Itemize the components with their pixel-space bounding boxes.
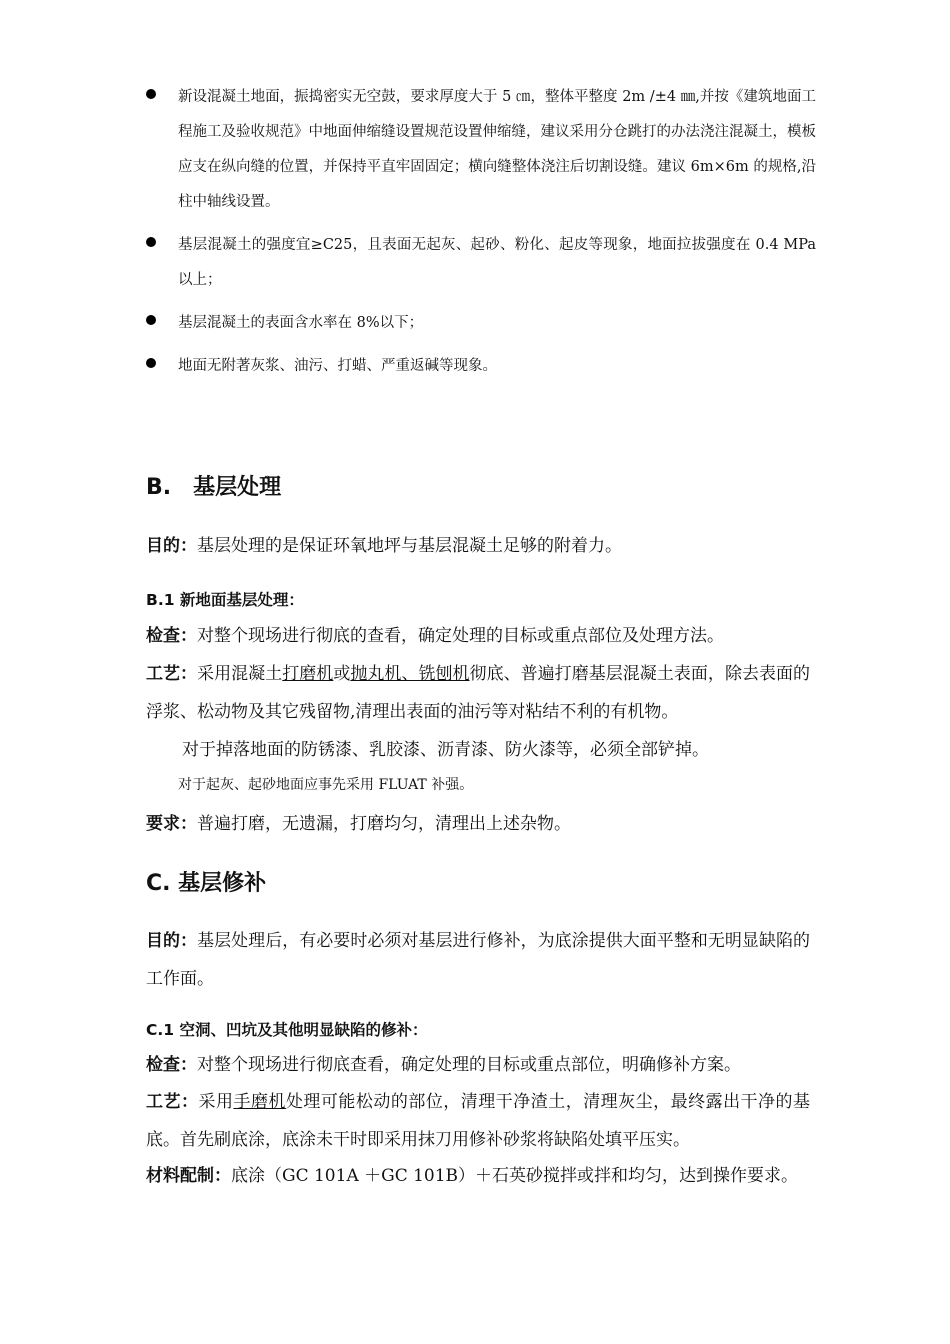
check-text: 对整个现场进行彻底查看，确定处理的目标或重点部位，明确修补方案。 <box>197 1055 741 1075</box>
section-b-note-fluat: 对于起灰、起砂地面应事先采用 FLUAT 补强。 <box>178 777 474 793</box>
craft-text: 彻底、普遍打磨基层混凝土表面，除去表面的浮浆、松动物及其它残留物,清理出表面的油污等对粘结不利的有机物。 <box>146 664 811 722</box>
tool-hand-grinder: 手磨机 <box>233 1092 286 1112</box>
section-b-purpose <box>146 527 810 565</box>
list-item <box>146 228 816 298</box>
craft-text: 或 <box>333 664 351 684</box>
list-item <box>146 349 816 384</box>
section-c-materials <box>146 1157 810 1195</box>
craft-label: 工艺： <box>146 1092 199 1112</box>
purpose-text: 基层处理的是保证环氧地坪与基层混凝土足够的附着力。 <box>197 536 622 556</box>
purpose-label: 目的： <box>146 931 198 951</box>
list-item <box>146 80 816 220</box>
section-b-craft <box>146 655 810 731</box>
section-c1-subheading: C.1 空洞、凹坑及其他明显缺陷的修补： <box>146 1021 428 1039</box>
requirements-list <box>146 80 816 392</box>
tool-shotblaster-milling: 抛丸机、铣刨机 <box>350 664 470 684</box>
materials-label: 材料配制： <box>146 1166 231 1186</box>
section-b-requirement <box>146 805 810 843</box>
section-c-craft <box>146 1083 810 1159</box>
purpose-label: 目的： <box>146 536 197 556</box>
list-item-text: 新设混凝土地面，振捣密实无空鼓，要求厚度大于 5 ㎝，整体平整度 2m /±4 ㎜,并按《建筑地面工程施工及验收规范》中地面伸缩缝设置规范设置伸缩缝，建议采用分仓跳打的办法浇注混凝土，模板应支在纵向缝的位置，并保持平直牢固固定；横向缝整体浇注后切割设缝。建议 6m×6m 的规格,沿柱中轴线设置。 <box>178 89 816 210</box>
section-b1-subheading: B.1 新地面基层处理： <box>146 591 304 609</box>
check-text: 对整个现场进行彻底的查看，确定处理的目标或重点部位及处理方法。 <box>197 626 724 646</box>
section-b-check <box>146 617 810 655</box>
requirement-label: 要求： <box>146 814 197 834</box>
section-c-purpose <box>146 922 810 998</box>
check-label: 检查： <box>146 626 197 646</box>
list-item-text: 地面无附著灰浆、油污、打蜡、严重返碱等现象。 <box>178 358 497 374</box>
bullet-dot-icon <box>146 237 156 247</box>
list-item-text: 基层混凝土的强度宜≥C25，且表面无起灰、起砂、粉化、起皮等现象，地面拉拔强度在 0.4 MPa 以上； <box>178 237 816 288</box>
section-c-check <box>146 1046 810 1084</box>
craft-label: 工艺： <box>146 664 198 684</box>
section-b-heading: B. 基层处理 <box>146 475 282 500</box>
purpose-text: 基层处理后，有必要时必须对基层进行修补，为底涂提供大面平整和无明显缺陷的工作面。 <box>146 931 811 989</box>
bullet-dot-icon <box>146 358 156 368</box>
section-b-note-paint: 对于掉落地面的防锈漆、乳胶漆、沥青漆、防火漆等，必须全部铲掉。 <box>182 740 709 760</box>
bullet-dot-icon <box>146 315 156 325</box>
section-c-heading: C. 基层修补 <box>146 871 267 896</box>
bullet-dot-icon <box>146 89 156 99</box>
requirement-text: 普遍打磨，无遗漏，打磨均匀，清理出上述杂物。 <box>197 814 571 834</box>
craft-text: 采用 <box>198 1092 234 1112</box>
list-item <box>146 306 816 341</box>
craft-text: 采用混凝土 <box>197 664 283 684</box>
tool-grinder: 打磨机 <box>282 664 334 684</box>
list-item-text: 基层混凝土的表面含水率在 8%以下； <box>178 315 424 331</box>
materials-text: 底涂（GC 101A ＋GC 101B）＋石英砂搅拌或拌和均匀，达到操作要求。 <box>231 1166 799 1186</box>
check-label: 检查： <box>146 1055 197 1075</box>
craft-text: 处理可能松动的部位，清理干净渣土，清理灰尘，最终露出干净的基底。首先刷底涂，底涂未干时即采用抹刀用修补砂浆将缺陷处填平压实。 <box>146 1092 811 1150</box>
